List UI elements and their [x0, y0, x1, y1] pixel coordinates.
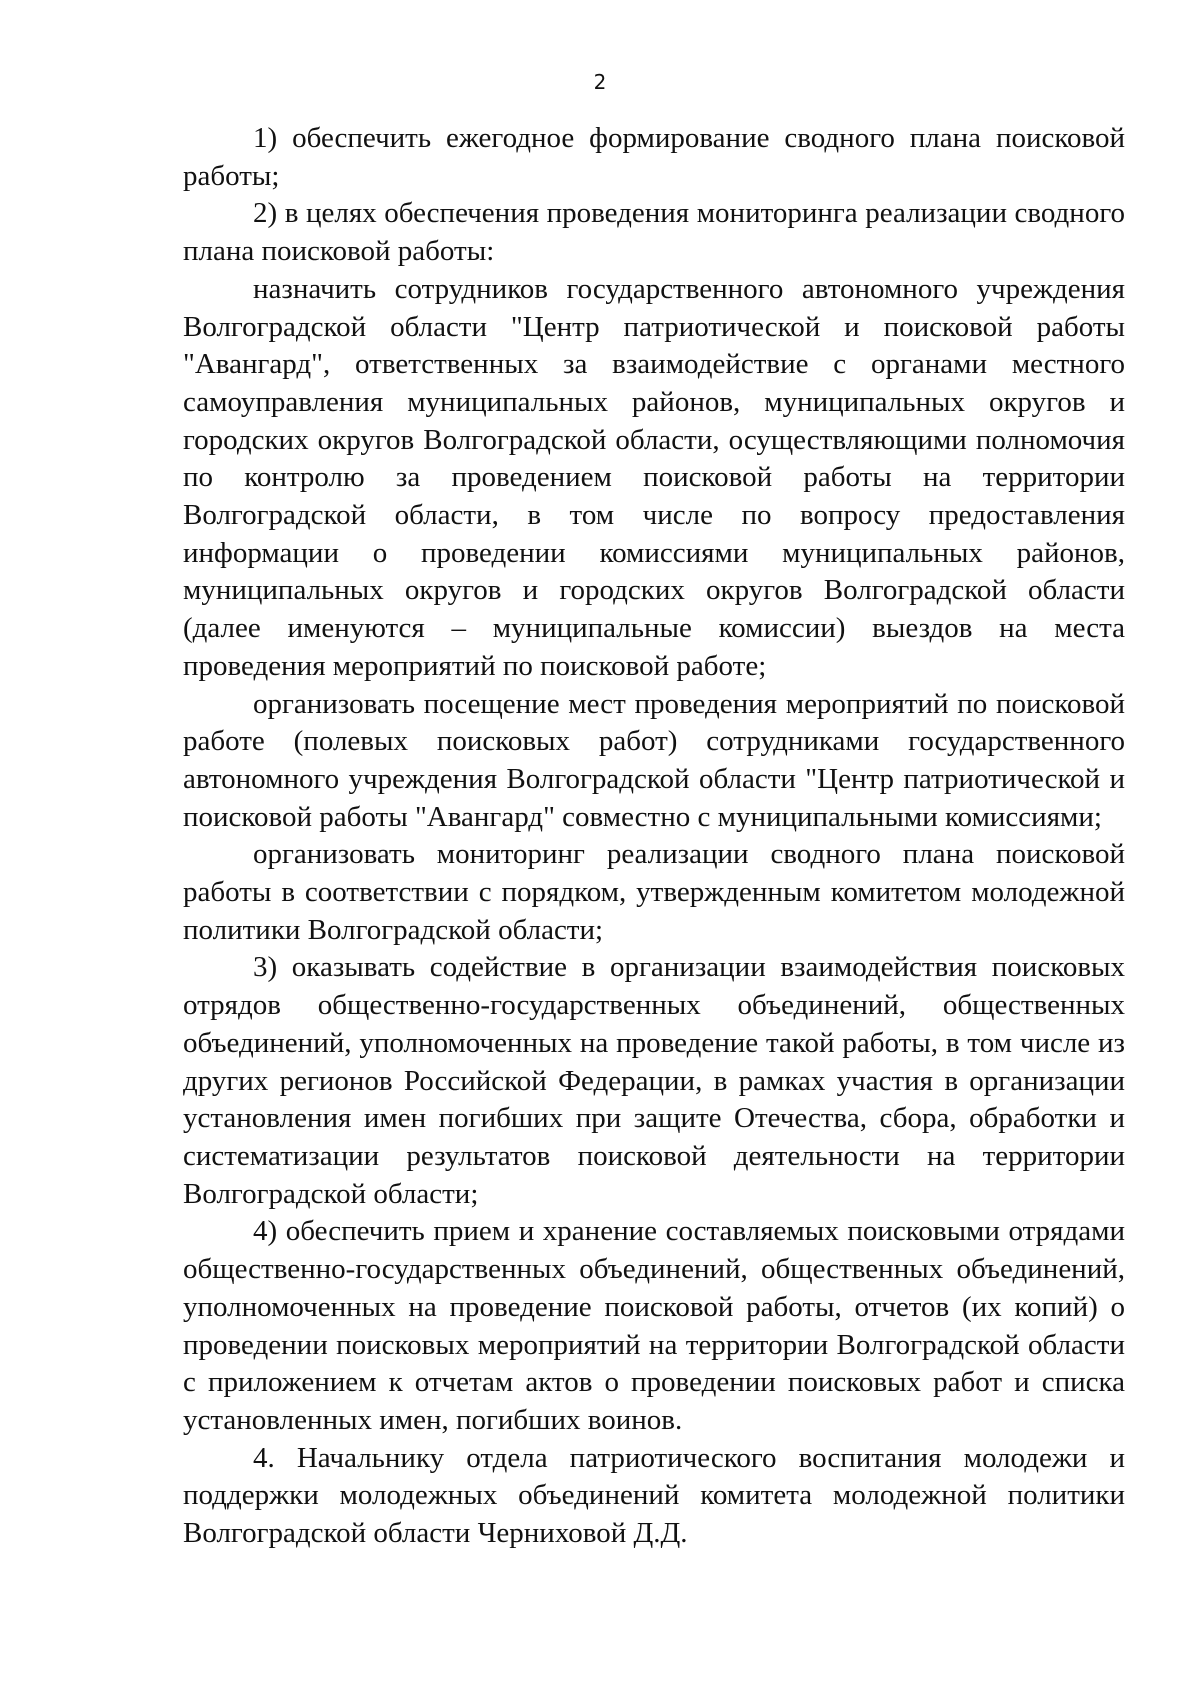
paragraph-2: 2) в целях обеспечения проведения мониторинга реализации сводного плана поисковой работы: [183, 197, 1125, 268]
paragraph-5: организовать мониторинг реализации сводного плана поисковой работы в соответствии с порядком, утвержденным комитетом молодежной политики Волгоградской области; [183, 838, 1125, 946]
document-body [183, 120, 1125, 1553]
paragraph-1: 1) обеспечить ежегодное формирование сводного плана поисковой работы; [183, 122, 1125, 192]
paragraph-4: организовать посещение мест проведения мероприятий по поисковой работе (полевых поисковых работ) сотрудниками государственного автономного учреждения Волгоградской области "Центр патриотической и поисковой работы "Авангард" совместно с муниципальными комиссиями; [183, 687, 1125, 833]
paragraph-8: 4. Начальнику отдела патриотического воспитания молодежи и поддержки молодежных объединений комитета молодежной политики Волгоградской области Черниховой Д.Д. [183, 1441, 1125, 1550]
paragraph-6: 3) оказывать содействие в организации взаимодействия поисковых отрядов общественно-государственных объединений, общественных объединений, уполномоченных на проведение такой работы, в том числе из других регионов Российской Федерации, в рамках участия в организации установления имен погибших при защите Отечества, сбора, обработки и систематизации результатов поисковой деятельности на территории Волгоградской области; [183, 951, 1125, 1210]
paragraph-7: 4) обеспечить прием и хранение составляемых поисковыми отрядами общественно-государственных объединений, общественных объединений, уполномоченных на проведение поисковой работы, отчетов (их копий) о проведении поисковых мероприятий на территории Волгоградской области с приложением к отчетам актов о проведении поисковых работ и списка установленных имен, погибших воинов. [183, 1215, 1125, 1436]
page-number: 2 [593, 70, 607, 94]
paragraph-3: назначить сотрудников государственного автономного учреждения Волгоградской области "Центр патриотической и поисковой работы "Авангард", ответственных за взаимодействие с органами местного самоуправления муниципальных районов, муниципальных округов и городских округов Волгоградской области, осуществляющими полномочия по контролю за проведением поисковой работы на территории Волгоградской области, в том числе по вопросу предоставления информации о проведении комиссиями муниципальных районов, муниципальных округов и городских округов Волгоградской области (далее именуются – муниципальные комиссии) выездов на места проведения мероприятий по поисковой работе; [183, 272, 1125, 682]
